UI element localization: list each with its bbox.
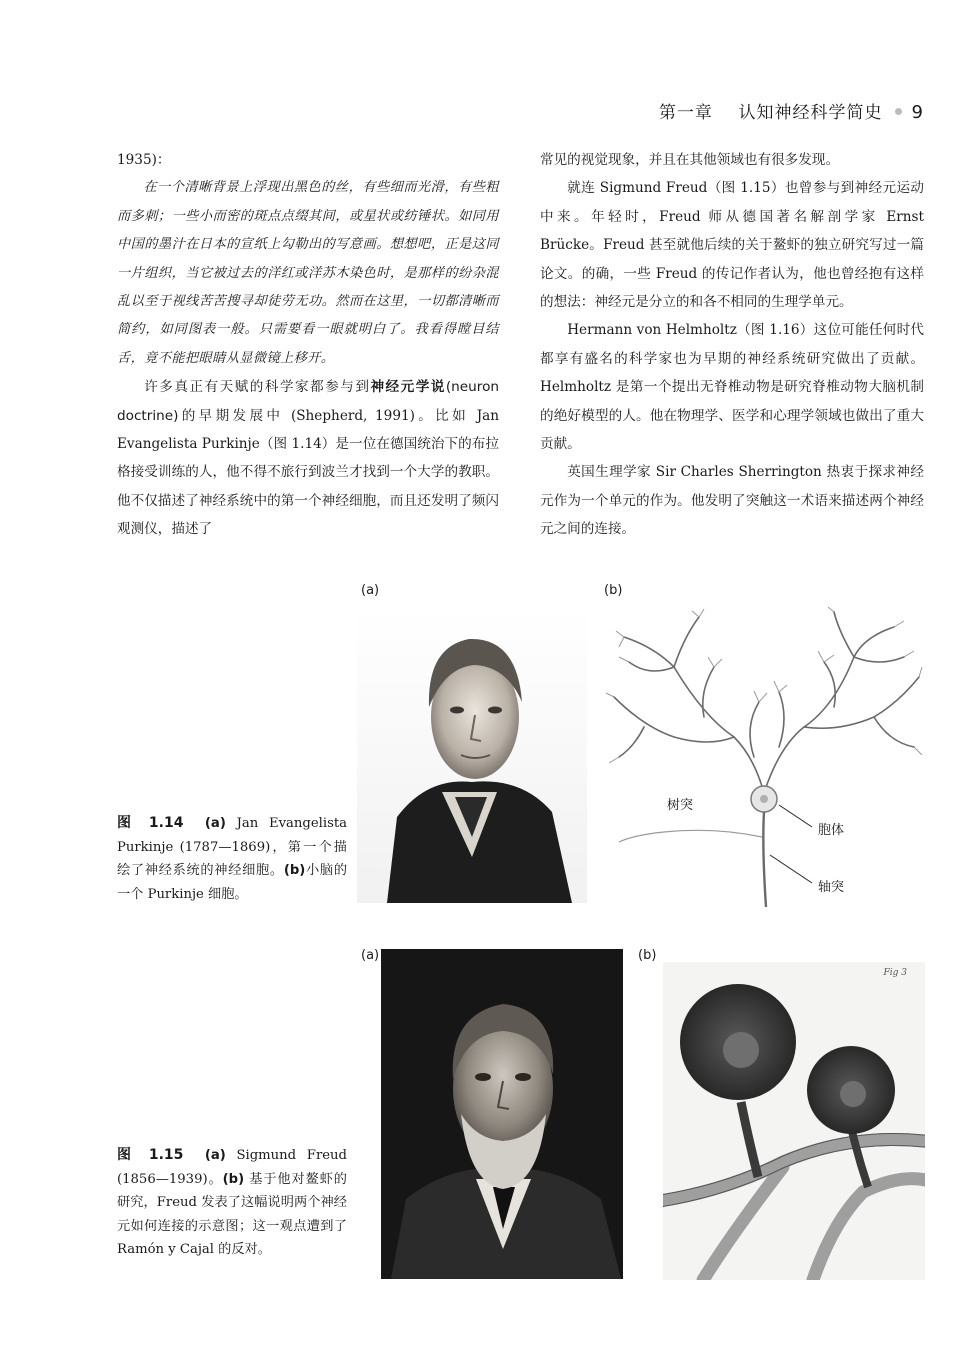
- fig-1-14-panel-a-label: (a): [361, 583, 380, 598]
- chapter-title: 认知神经科学简史: [738, 103, 883, 123]
- freud-portrait: [381, 949, 623, 1279]
- page-number: 9: [911, 102, 924, 123]
- fig-1-15-panel-a-label: (a): [361, 948, 380, 963]
- fig-1-14-caption-a-text: Jan Evangelista Purkinje (1787—1869)，第一个描绘了神经系统的神经细胞。: [117, 816, 347, 879]
- running-header: [659, 98, 924, 123]
- dendrite-label: 树突: [667, 798, 694, 813]
- cajal-quote: 在一个清晰背景上浮现出黑色的丝，有些细而光滑，有些粗而多刺；一些小而密的斑点点缀其间，或星状或纺锤状。如同用中国的墨汁在日本的宣纸上勾勒出的写意画。想想吧，正是这同一片组织，当它被过去的洋红或洋苏木染色时，是那样的纷杂混乱以至于视线苦苦搜寻却徒劳无功。然而在这里，一切都清晰而简约，如同图表一般。只需要看一眼就明白了。我看得瞠目结舌，竟不能把眼睛从显微镜上移开。: [117, 180, 499, 366]
- fig-3-mark: Fig 3: [883, 968, 907, 978]
- fig-1-15-panel-b-label: (b): [638, 948, 657, 963]
- purkinje-cell-drawing: [604, 607, 924, 907]
- left-lead-line: 1935)：: [117, 152, 171, 168]
- fig-1-15-caption-b-text: 基于他对鳌虾的研究，Freud 发表了这幅说明两个神经元如何连接的示意图；这一观点遭到了 Ramón y Cajal 的反对。: [117, 1171, 347, 1258]
- para-rest: 的早期发展中 (Shepherd, 1991)。比如 Jan Evangelista Purkinje（图 1.14）是一位在德国统治下的布拉格接受训练的人，他不得不旅行到波兰才找到一个大学的教职。他不仅描述了神经系统中的第一个神经细胞，而且还发明了频闪观测仪，描述了: [117, 407, 499, 538]
- chapter-label: 第一章: [658, 103, 713, 123]
- left-column: [117, 146, 499, 544]
- crayfish-neuron-drawing: [663, 962, 925, 1280]
- right-paragraph-freud: 就连 Sigmund Freud（图 1.15）也曾参与到神经元运动中来。年轻时，Freud 师从德国著名解剖学家 Ernst Brücke。Freud 甚至就他后续的关于鳌虾的独立研究写过一篇论文。的确，一些 Freud 的传记作者认为，他也曾经抱有这样的想法：神经元是分立的和各不相同的生理学单元。: [540, 180, 924, 311]
- purkinje-portrait: [357, 607, 587, 903]
- para-start: 许多真正有天赋的科学家都参与到: [144, 379, 371, 396]
- fig-1-15-caption: [117, 1144, 347, 1262]
- fig-1-14-number: 图 1.14: [117, 815, 184, 831]
- soma-label: 胞体: [818, 823, 845, 838]
- axon-label: 轴突: [818, 880, 845, 895]
- fig-1-14-caption: [117, 812, 347, 906]
- right-column: [540, 146, 924, 544]
- fig-1-15-caption-b-marker: (b): [222, 1171, 245, 1187]
- neuron-doctrine-paragraph: [117, 373, 499, 543]
- header-dot-separator: [895, 108, 902, 115]
- fig-1-15-caption-a-marker: (a): [204, 1148, 226, 1163]
- neuron-doctrine-english: (neuron doctrine): [117, 379, 499, 424]
- right-paragraph-1: 常见的视觉现象，并且在其他领域也有很多发现。: [540, 152, 840, 168]
- fig-1-14-caption-a-marker: (a): [204, 816, 226, 831]
- fig-1-14-caption-b-marker: (b): [283, 863, 306, 879]
- fig-1-14-caption-b-text: 小脑的一个 Purkinje 细胞。: [117, 863, 348, 902]
- fig-1-15-number: 图 1.15: [117, 1147, 184, 1163]
- right-paragraph-helmholtz: Hermann von Helmholtz（图 1.16）这位可能任何时代都享有盛名的科学家也为早期的神经系统研究做出了贡献。Helmholtz 是第一个提出无脊椎动物是研究脊椎动物大脑机制的绝好模型的人。他在物理学、医学和心理学领域也做出了重大贡献。: [540, 322, 924, 453]
- fig-1-15-caption-a-text: Sigmund Freud (1856—1939)。: [117, 1148, 347, 1187]
- neuron-doctrine-term: 神经元学说: [370, 379, 446, 396]
- right-paragraph-sherrington: 英国生理学家 Sir Charles Sherrington 热衷于探求神经元作为一个单元的作为。他发明了突触这一术语来描述两个神经元之间的连接。: [540, 464, 924, 538]
- fig-1-14-panel-b-label: (b): [604, 583, 623, 598]
